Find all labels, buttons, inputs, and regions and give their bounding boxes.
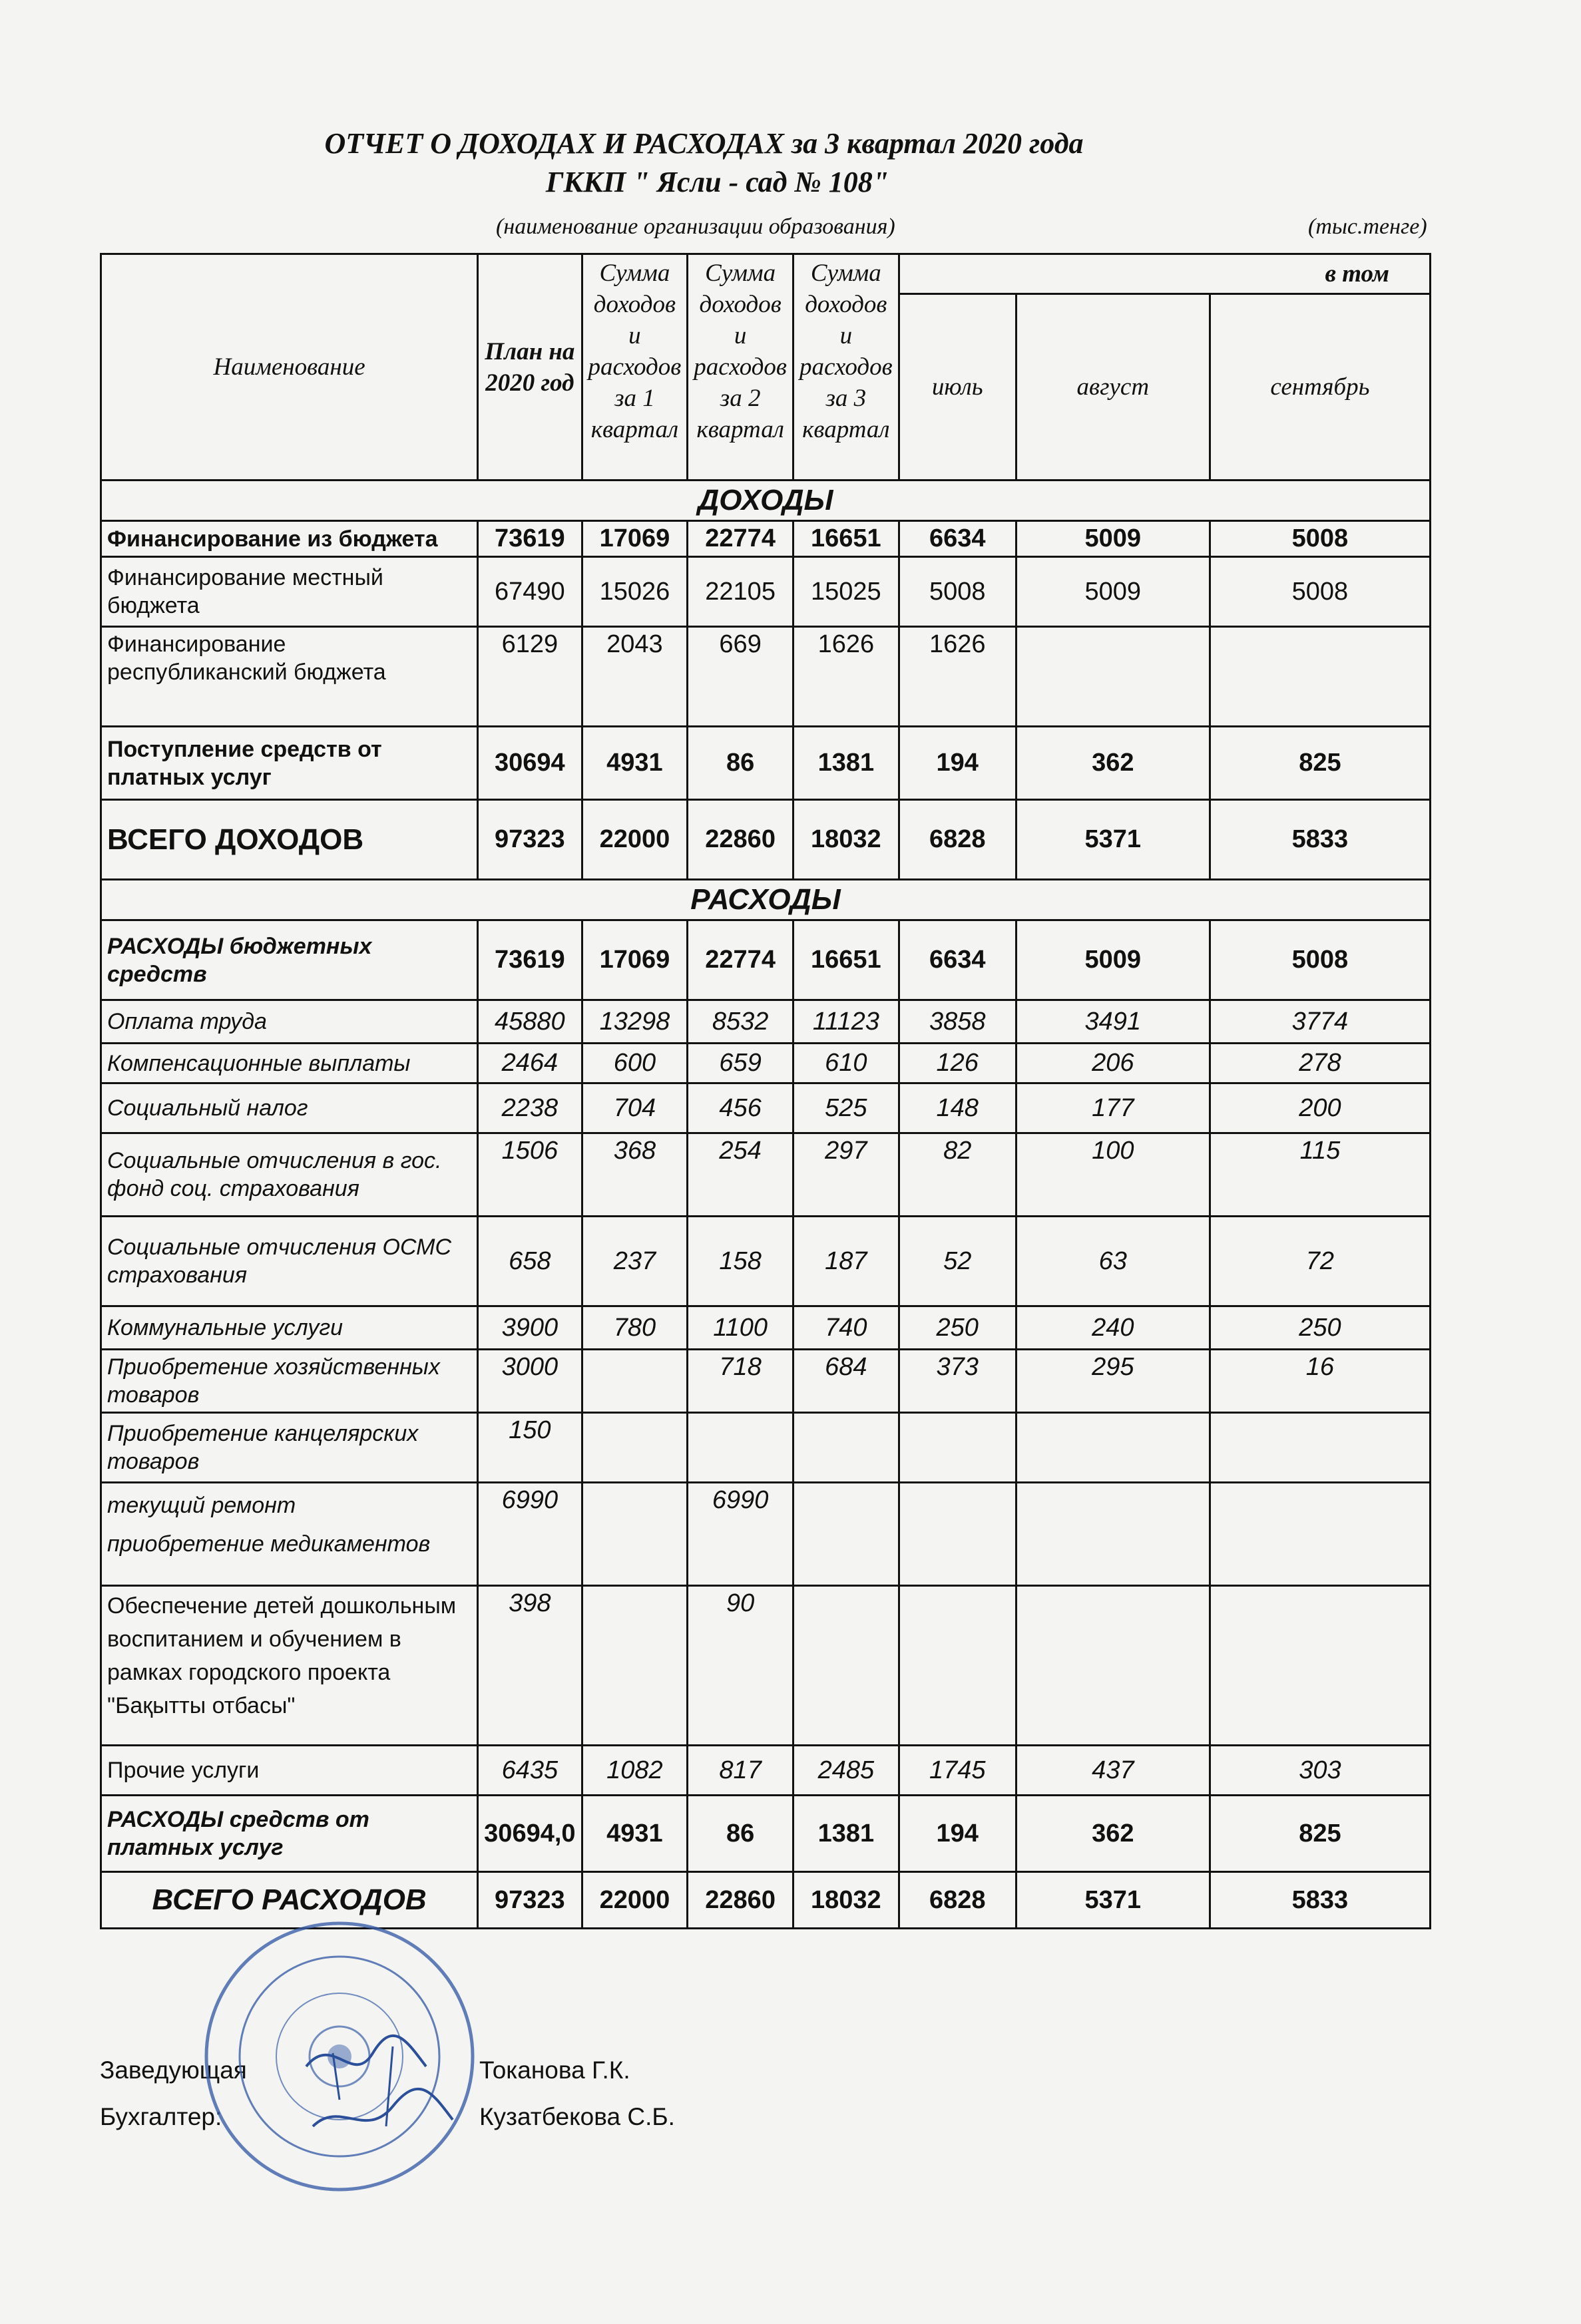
header-q1: Сумма доходов и расходов за 1 квартал bbox=[582, 254, 688, 481]
cell bbox=[899, 1586, 1016, 1746]
cell: 456 bbox=[688, 1083, 793, 1133]
row-label: Компенсационные выплаты bbox=[101, 1044, 478, 1083]
cell: 2043 bbox=[582, 627, 688, 727]
row-label: ВСЕГО ДОХОДОВ bbox=[101, 800, 478, 880]
cell: 73619 bbox=[478, 521, 582, 557]
cell: 18032 bbox=[793, 800, 899, 880]
cell: 6634 bbox=[899, 920, 1016, 1000]
cell: 254 bbox=[688, 1133, 793, 1217]
cell: 5371 bbox=[1016, 1872, 1210, 1929]
cell: 115 bbox=[1210, 1133, 1430, 1217]
cell: 11123 bbox=[793, 1000, 899, 1044]
header-august: август bbox=[1016, 294, 1210, 481]
cell: 16651 bbox=[793, 521, 899, 557]
cell bbox=[582, 1413, 688, 1483]
row-label: Социальные отчисления в гос. фонд соц. страхования bbox=[101, 1133, 478, 1217]
cell: 600 bbox=[582, 1044, 688, 1083]
table-row bbox=[101, 920, 1431, 1000]
organization-caption: (наименование организации образования) bbox=[496, 214, 895, 239]
row-label: Финансирование республиканский бюджета bbox=[101, 627, 478, 727]
cell: 297 bbox=[793, 1133, 899, 1217]
cell: 86 bbox=[688, 727, 793, 800]
cell: 373 bbox=[899, 1350, 1016, 1413]
cell: 3000 bbox=[478, 1350, 582, 1413]
cell: 658 bbox=[478, 1217, 582, 1306]
cell: 22000 bbox=[582, 1872, 688, 1929]
cell: 126 bbox=[899, 1044, 1016, 1083]
cell: 684 bbox=[793, 1350, 899, 1413]
table-row bbox=[101, 1586, 1431, 1746]
cell bbox=[1210, 1483, 1430, 1586]
cell bbox=[582, 1483, 688, 1586]
cell: 4931 bbox=[582, 727, 688, 800]
table-row bbox=[101, 1483, 1431, 1586]
unit-label: (тыс.тенге) bbox=[1308, 214, 1427, 239]
section-income: ДОХОДЫ bbox=[101, 481, 1431, 521]
cell: 5008 bbox=[899, 557, 1016, 627]
cell: 82 bbox=[899, 1133, 1016, 1217]
cell: 67490 bbox=[478, 557, 582, 627]
cell: 177 bbox=[1016, 1083, 1210, 1133]
cell: 5009 bbox=[1016, 920, 1210, 1000]
cell: 5833 bbox=[1210, 1872, 1430, 1929]
table-row bbox=[101, 1413, 1431, 1483]
cell: 368 bbox=[582, 1133, 688, 1217]
cell: 6828 bbox=[899, 1872, 1016, 1929]
row-label: ВСЕГО РАСХОДОВ bbox=[101, 1872, 478, 1929]
table-row bbox=[101, 1796, 1431, 1872]
cell bbox=[1016, 1413, 1210, 1483]
cell: 5833 bbox=[1210, 800, 1430, 880]
cell: 704 bbox=[582, 1083, 688, 1133]
cell: 295 bbox=[1016, 1350, 1210, 1413]
cell bbox=[1210, 1586, 1430, 1746]
cell: 6634 bbox=[899, 521, 1016, 557]
cell: 1626 bbox=[899, 627, 1016, 727]
cell: 194 bbox=[899, 1796, 1016, 1872]
cell: 90 bbox=[688, 1586, 793, 1746]
cell: 100 bbox=[1016, 1133, 1210, 1217]
report-title: ОТЧЕТ О ДОХОДАХ И РАСХОДАХ за 3 квартал 2020 года bbox=[324, 127, 1084, 160]
table-row bbox=[101, 557, 1431, 627]
header-in-that: в том bbox=[899, 254, 1430, 294]
cell: 817 bbox=[688, 1746, 793, 1796]
table-row bbox=[101, 521, 1431, 557]
row-label: Финансирование из бюджета bbox=[101, 521, 478, 557]
header-q3: Сумма доходов и расходов за 3 квартал bbox=[793, 254, 899, 481]
header-q2: Сумма доходов и расходов за 2 квартал bbox=[688, 254, 793, 481]
row-label: Социальные отчисления ОСМС страхования bbox=[101, 1217, 478, 1306]
cell: 22105 bbox=[688, 557, 793, 627]
header-name: Наименование bbox=[101, 254, 478, 481]
cell: 45880 bbox=[478, 1000, 582, 1044]
cell: 22860 bbox=[688, 800, 793, 880]
cell: 97323 bbox=[478, 1872, 582, 1929]
row-label: Коммунальные услуги bbox=[101, 1306, 478, 1350]
cell: 398 bbox=[478, 1586, 582, 1746]
cell: 13298 bbox=[582, 1000, 688, 1044]
cell bbox=[793, 1586, 899, 1746]
cell bbox=[1016, 1586, 1210, 1746]
row-label: текущий ремонт bbox=[107, 1493, 296, 1518]
cell: 16651 bbox=[793, 920, 899, 1000]
cell: 73619 bbox=[478, 920, 582, 1000]
cell: 148 bbox=[899, 1083, 1016, 1133]
cell: 250 bbox=[1210, 1306, 1430, 1350]
signature-marks bbox=[293, 2027, 466, 2153]
table-row bbox=[101, 1746, 1431, 1796]
cell: 237 bbox=[582, 1217, 688, 1306]
cell bbox=[582, 1586, 688, 1746]
cell: 362 bbox=[1016, 1796, 1210, 1872]
cell: 437 bbox=[1016, 1746, 1210, 1796]
cell: 1381 bbox=[793, 727, 899, 800]
cell: 6990 bbox=[688, 1483, 793, 1586]
header-july: июль bbox=[899, 294, 1016, 481]
cell: 16 bbox=[1210, 1350, 1430, 1413]
cell: 825 bbox=[1210, 727, 1430, 800]
cell: 187 bbox=[793, 1217, 899, 1306]
cell: 86 bbox=[688, 1796, 793, 1872]
row-label: Поступление средств от платных услуг bbox=[101, 727, 478, 800]
cell: 17069 bbox=[582, 521, 688, 557]
cell: 6435 bbox=[478, 1746, 582, 1796]
table-row bbox=[101, 1000, 1431, 1044]
table-row bbox=[101, 1217, 1431, 1306]
cell: 63 bbox=[1016, 1217, 1210, 1306]
cell bbox=[899, 1413, 1016, 1483]
row-label: Приобретение канцелярских товаров bbox=[101, 1413, 478, 1483]
cell: 1626 bbox=[793, 627, 899, 727]
cell: 22860 bbox=[688, 1872, 793, 1929]
organization-name: ГККП " Ясли - сад № 108" bbox=[545, 166, 889, 198]
cell: 610 bbox=[793, 1044, 899, 1083]
cell: 3858 bbox=[899, 1000, 1016, 1044]
cell: 5008 bbox=[1210, 521, 1430, 557]
cell: 5009 bbox=[1016, 557, 1210, 627]
table-row bbox=[101, 627, 1431, 727]
cell: 72 bbox=[1210, 1217, 1430, 1306]
row-label: Финансирование местный бюджета bbox=[101, 557, 478, 627]
cell: 17069 bbox=[582, 920, 688, 1000]
cell: 780 bbox=[582, 1306, 688, 1350]
cell: 5009 bbox=[1016, 521, 1210, 557]
cell bbox=[1016, 1483, 1210, 1586]
row-label: Обеспечение детей дошкольным воспитанием и обучением в рамках городского проекта "Бақытты отбасы" bbox=[101, 1586, 478, 1746]
cell: 1381 bbox=[793, 1796, 899, 1872]
cell bbox=[688, 1413, 793, 1483]
cell: 362 bbox=[1016, 727, 1210, 800]
table-row bbox=[101, 1350, 1431, 1413]
cell: 30694,0 bbox=[478, 1796, 582, 1872]
cell: 158 bbox=[688, 1217, 793, 1306]
table-row-total bbox=[101, 800, 1431, 880]
row-label-secondary: приобретение медикаментов bbox=[107, 1531, 431, 1557]
row-label: Оплата труда bbox=[101, 1000, 478, 1044]
cell: 825 bbox=[1210, 1796, 1430, 1872]
report-table bbox=[100, 253, 1431, 1929]
cell: 4931 bbox=[582, 1796, 688, 1872]
cell: 52 bbox=[899, 1217, 1016, 1306]
cell: 22774 bbox=[688, 521, 793, 557]
row-label: Прочие услуги bbox=[101, 1746, 478, 1796]
cell: 1745 bbox=[899, 1746, 1016, 1796]
cell bbox=[582, 1350, 688, 1413]
cell bbox=[793, 1483, 899, 1586]
table-row bbox=[101, 727, 1431, 800]
cell: 1506 bbox=[478, 1133, 582, 1217]
header-plan: План на 2020 год bbox=[478, 254, 582, 481]
cell: 240 bbox=[1016, 1306, 1210, 1350]
cell: 30694 bbox=[478, 727, 582, 800]
cell: 669 bbox=[688, 627, 793, 727]
cell: 303 bbox=[1210, 1746, 1430, 1796]
cell: 200 bbox=[1210, 1083, 1430, 1133]
cell: 8532 bbox=[688, 1000, 793, 1044]
header-september: сентябрь bbox=[1210, 294, 1430, 481]
cell: 6828 bbox=[899, 800, 1016, 880]
cell bbox=[793, 1413, 899, 1483]
table-row bbox=[101, 1133, 1431, 1217]
cell: 3900 bbox=[478, 1306, 582, 1350]
cell: 150 bbox=[478, 1413, 582, 1483]
cell: 1082 bbox=[582, 1746, 688, 1796]
cell: 1100 bbox=[688, 1306, 793, 1350]
cell: 5008 bbox=[1210, 920, 1430, 1000]
accountant-role: Бухгалтер: bbox=[100, 2103, 222, 2130]
cell: 22000 bbox=[582, 800, 688, 880]
cell: 18032 bbox=[793, 1872, 899, 1929]
cell: 718 bbox=[688, 1350, 793, 1413]
cell: 250 bbox=[899, 1306, 1016, 1350]
table-row bbox=[101, 1306, 1431, 1350]
row-label: РАСХОДЫ бюджетных средств bbox=[101, 920, 478, 1000]
cell: 2238 bbox=[478, 1083, 582, 1133]
cell: 659 bbox=[688, 1044, 793, 1083]
accountant-name: Кузатбекова С.Б. bbox=[479, 2103, 675, 2130]
cell bbox=[1210, 627, 1430, 727]
row-label: Приобретение хозяйственных товаров bbox=[101, 1350, 478, 1413]
section-expenses: РАСХОДЫ bbox=[101, 880, 1431, 920]
cell bbox=[899, 1483, 1016, 1586]
cell: 6990 bbox=[478, 1483, 582, 1586]
cell: 6129 bbox=[478, 627, 582, 727]
row-label: Социальный налог bbox=[101, 1083, 478, 1133]
cell: 3774 bbox=[1210, 1000, 1430, 1044]
cell: 278 bbox=[1210, 1044, 1430, 1083]
cell: 194 bbox=[899, 727, 1016, 800]
cell: 22774 bbox=[688, 920, 793, 1000]
head-role: Заведующая bbox=[100, 2056, 247, 2084]
cell: 5008 bbox=[1210, 557, 1430, 627]
cell: 2464 bbox=[478, 1044, 582, 1083]
cell: 2485 bbox=[793, 1746, 899, 1796]
cell bbox=[1210, 1413, 1430, 1483]
row-label: РАСХОДЫ средств от платных услуг bbox=[101, 1796, 478, 1872]
cell: 15025 bbox=[793, 557, 899, 627]
cell: 97323 bbox=[478, 800, 582, 880]
cell: 740 bbox=[793, 1306, 899, 1350]
cell: 5371 bbox=[1016, 800, 1210, 880]
table-row bbox=[101, 1083, 1431, 1133]
cell bbox=[1016, 627, 1210, 727]
cell: 15026 bbox=[582, 557, 688, 627]
cell: 525 bbox=[793, 1083, 899, 1133]
head-name: Токанова Г.К. bbox=[479, 2056, 630, 2084]
table-row bbox=[101, 1044, 1431, 1083]
cell: 206 bbox=[1016, 1044, 1210, 1083]
cell: 3491 bbox=[1016, 1000, 1210, 1044]
